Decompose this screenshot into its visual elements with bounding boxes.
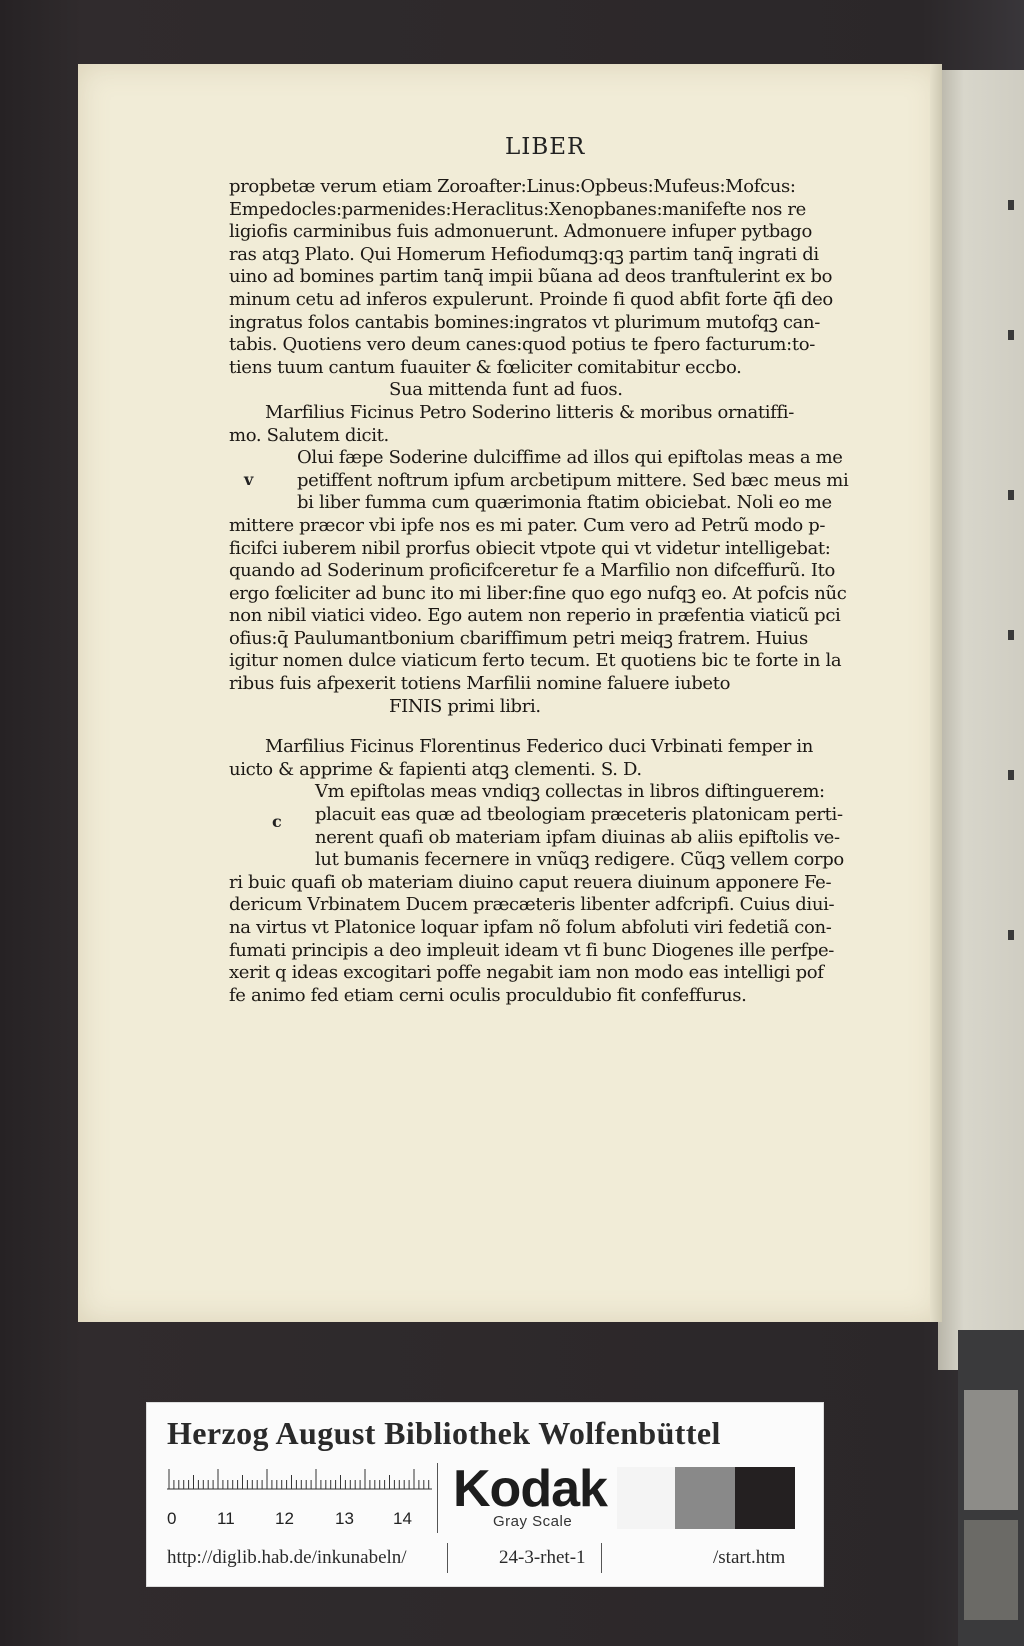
letter-line: ficifci iuberem nibil prorfus obiecit vtpote qui vt videtur intelligebat: bbox=[229, 537, 831, 559]
divider bbox=[601, 1543, 602, 1573]
letter-line: Olui fæpe Soderine dulciffime ad illos qui epiftolas meas a me bbox=[297, 447, 843, 469]
margin-mark bbox=[1008, 490, 1014, 500]
divider bbox=[447, 1543, 448, 1573]
text-line: ligiofis carminibus fuis admonuerunt. Admonuere infuper pytbago bbox=[229, 221, 812, 243]
letter-line: bi liber fumma cum quærimonia ftatim obiciebat. Noli eo me bbox=[297, 492, 832, 514]
kodak-logo: Kodak bbox=[453, 1460, 607, 1518]
letter-line: dericum Vrbinatem Ducem præcæteris libenter adfcripfi. Cuius diui- bbox=[229, 894, 835, 916]
text-line: ingratus folos cantabis bomines:ingratos vt plurimum mutofqꝫ can- bbox=[229, 311, 821, 333]
letter-line: mittere præcor vbi ipfe nos es mi pater. Cum vero ad Petrũ modo p- bbox=[229, 514, 826, 536]
ruler-number: 12 bbox=[275, 1509, 294, 1528]
ruler-number: 13 bbox=[335, 1509, 354, 1528]
guide-letter: v bbox=[244, 470, 254, 489]
ruler-number: 11 bbox=[217, 1509, 235, 1528]
guide-letter: c bbox=[272, 812, 282, 831]
letter-line: ri buic quafi ob materiam diuino caput reuera diuinum apponere Fe- bbox=[229, 871, 832, 893]
letter-line: ofius:q̄ Paulumantbonium cbariffimum petri meiqꝫ fratrem. Huius bbox=[229, 627, 808, 649]
letter-line: fe animo fed etiam cerni oculis proculdubio fit confeffurus. bbox=[229, 984, 747, 1006]
margin-mark bbox=[1008, 200, 1014, 210]
letter-heading: Marfilius Ficinus Petro Soderino litteris & moribus ornatiffi- bbox=[265, 401, 794, 423]
facing-page-edge bbox=[938, 70, 1024, 1370]
divider bbox=[437, 1463, 438, 1533]
letter-line: na virtus vt Platonice loquar ipfam nõ folum abfoluti viri fedetiã con- bbox=[229, 917, 832, 938]
letter-line: non nibil viatici video. Ego autem non reperio in præfentia viaticũ pci bbox=[229, 605, 841, 627]
text-line: propbetæ verum etiam Zoroafter:Linus:Opbeus:Mufeus:Mofcus: bbox=[229, 176, 796, 197]
url-suffix: /start.htm bbox=[713, 1547, 786, 1568]
scanner-frame bbox=[958, 1330, 1024, 1646]
letter-line: ergo fœliciter ad bunc ito mi liber:fine quo ego nufqꝫ eo. At pofcis nũc bbox=[229, 582, 847, 604]
finis-line: FINIS primi libri. bbox=[389, 695, 541, 717]
frame-label bbox=[964, 1390, 1018, 1510]
margin-mark bbox=[1008, 770, 1014, 780]
text-line: tiens tuum cantum fuauiter & fœliciter comitabitur eccbo. bbox=[229, 356, 742, 378]
letter-heading: mo. Salutem dicit. bbox=[229, 424, 389, 446]
ruler bbox=[167, 1467, 432, 1509]
library-title: Herzog August Bibliothek Wolfenbüttel bbox=[167, 1415, 721, 1451]
letter-line: placuit eas quæ ad tbeologiam præceteris platonicam perti- bbox=[315, 804, 843, 826]
running-head: LIBER bbox=[505, 134, 586, 160]
gray-swatch-mid bbox=[675, 1467, 735, 1529]
text-line: Empedocles:parmenides:Heraclitus:Xenopbanes:manifefte nos re bbox=[229, 198, 806, 220]
letter-line: lut bumanis fecernere in vnũqꝫ redigere. Cũqꝫ vellem corpo bbox=[315, 849, 844, 871]
letter-line: quando ad Soderinum proficifceretur fe a Marfilio non difceffurũ. Ito bbox=[229, 560, 835, 582]
margin-mark bbox=[1008, 330, 1014, 340]
margin-mark bbox=[1008, 930, 1014, 940]
letter-line: xerit q ideas excogitari poffe negabit iam non modo eas intelligi pof bbox=[229, 962, 824, 984]
gray-scale-label: Gray Scale bbox=[493, 1513, 573, 1530]
text-line: tabis. Quotiens vero deum canes:quod potius te fpero facturum:to- bbox=[229, 334, 815, 356]
gray-swatch-dark bbox=[735, 1467, 795, 1529]
page-text bbox=[229, 176, 857, 1007]
letter-line: petiffent noftrum ipfum arcbetipum mittere. Sed bæc meus mi bbox=[297, 469, 849, 491]
section-gap bbox=[229, 718, 857, 736]
ruler-numbers bbox=[167, 1509, 432, 1531]
closing-line: Sua mittenda funt ad fuos. bbox=[389, 379, 623, 401]
letter-line: Vm epiftolas meas vndiqꝫ collectas in libros diftinguerem: bbox=[315, 781, 825, 803]
text-line: ras atqꝫ Plato. Qui Homerum Hefiodumqꝫ:qꝫ partim tanq̄ ingrati di bbox=[229, 243, 819, 265]
letter-heading: uicto & apprime & fapienti atqꝫ clementi. S. D. bbox=[229, 758, 642, 780]
ruler-number: 14 bbox=[393, 1509, 412, 1528]
letter-line: fumati principis a deo impleuit ideam vt fi bunc Diogenes ille perfpe- bbox=[229, 939, 835, 961]
margin-mark bbox=[1008, 630, 1014, 640]
letter-line: ribus fuis afpexerit totiens Marfilii nomine faluere iubeto bbox=[229, 673, 731, 695]
text-line: uino ad bomines partim tanq̄ impii bũana ad deos tranftulerint ex bo bbox=[229, 266, 833, 288]
letter-line: igitur nomen dulce viaticum ferto tecum. Et quotiens bic te forte in la bbox=[229, 650, 842, 672]
page-edge bbox=[930, 64, 942, 1322]
url-base: http://diglib.hab.de/inkunabeln/ bbox=[167, 1547, 407, 1568]
letter-heading: Marfilius Ficinus Florentinus Federico duci Vrbinati femper in bbox=[265, 736, 814, 758]
frame-label bbox=[964, 1520, 1018, 1620]
url-id: 24-3-rhet-1 bbox=[499, 1547, 586, 1568]
gray-swatch-light bbox=[617, 1467, 675, 1529]
color-calibration-card bbox=[146, 1402, 824, 1587]
letter-line: nerent quafi ob materiam ipfam diuinas ab aliis epiftolis ve- bbox=[315, 826, 840, 848]
text-line: minum cetu ad inferos expulerunt. Proinde fi quod abfit forte q̄fi deo bbox=[229, 288, 833, 310]
ruler-number: 0 bbox=[167, 1509, 177, 1528]
